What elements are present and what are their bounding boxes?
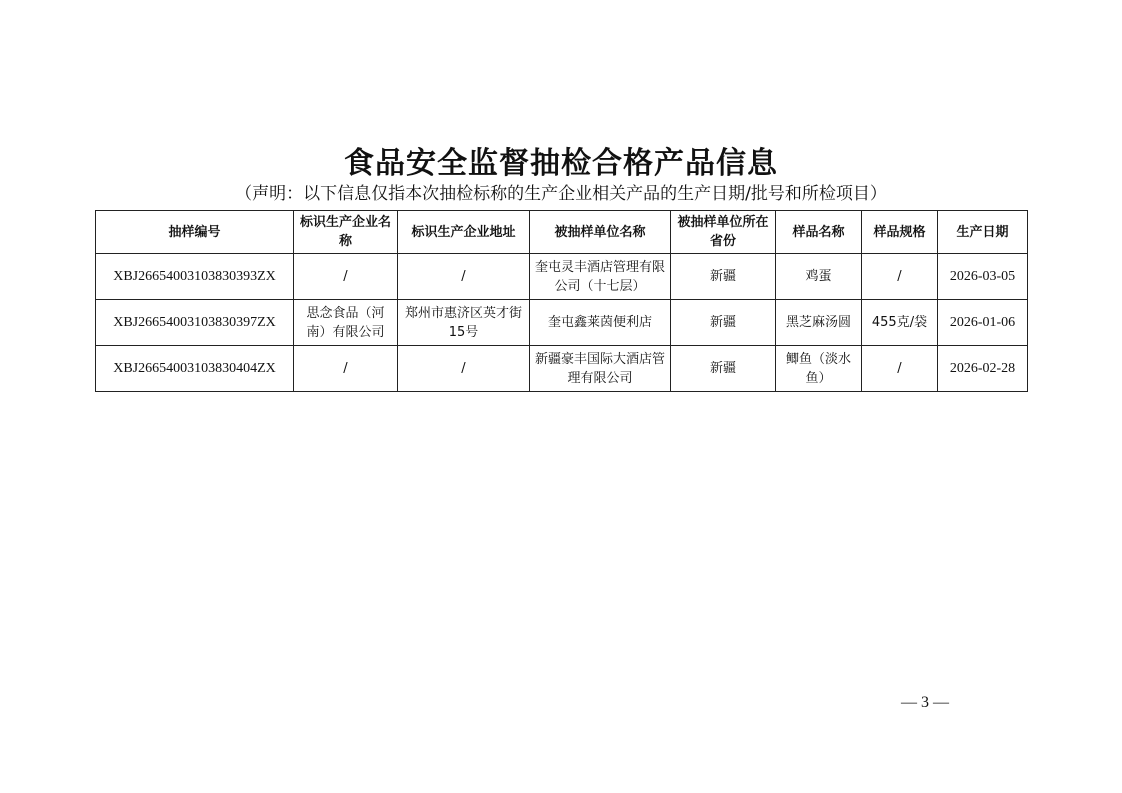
cell-sample-name: 鸡蛋 (776, 254, 862, 300)
cell-manufacturer-name: / (294, 254, 398, 300)
cell-manufacturer-address: / (398, 254, 530, 300)
header-sample-name: 样品名称 (776, 211, 862, 254)
document-title: 食品安全监督抽检合格产品信息 (344, 146, 778, 181)
cell-sample-id: XBJ26654003103830397ZX (96, 300, 294, 346)
cell-manufacturer-address: / (398, 346, 530, 392)
cell-manufacturer-name: 思念食品（河南）有限公司 (294, 300, 398, 346)
cell-sampled-unit-province: 新疆 (671, 254, 776, 300)
products-table (95, 210, 1028, 392)
cell-sampled-unit-province: 新疆 (671, 346, 776, 392)
cell-sample-spec: / (862, 346, 938, 392)
cell-sample-name: 黑芝麻汤圆 (776, 300, 862, 346)
cell-production-date: 2026-01-06 (938, 300, 1028, 346)
cell-sampled-unit-name: 奎屯鑫莱茵便利店 (530, 300, 671, 346)
cell-sample-id: XBJ26654003103830404ZX (96, 346, 294, 392)
header-manufacturer-name: 标识生产企业名称 (294, 211, 398, 254)
header-production-date: 生产日期 (938, 211, 1028, 254)
header-sampled-unit-province: 被抽样单位所在省份 (671, 211, 776, 254)
cell-sample-spec: 455克/袋 (862, 300, 938, 346)
cell-sample-spec: / (862, 254, 938, 300)
cell-manufacturer-address: 郑州市惠济区英才街15号 (398, 300, 530, 346)
header-sampled-unit-name: 被抽样单位名称 (530, 211, 671, 254)
table-row (96, 254, 1028, 300)
cell-sampled-unit-name: 新疆豪丰国际大酒店管理有限公司 (530, 346, 671, 392)
table-row (96, 300, 1028, 346)
cell-sampled-unit-name: 奎屯灵丰酒店管理有限公司（十七层） (530, 254, 671, 300)
document-subtitle: （声明：以下信息仅指本次抽检标称的生产企业相关产品的生产日期/批号和所检项目） (235, 184, 887, 204)
table-row (96, 346, 1028, 392)
header-sample-id: 抽样编号 (96, 211, 294, 254)
table-header-row (96, 211, 1028, 254)
cell-manufacturer-name: / (294, 346, 398, 392)
cell-sample-name: 鲫鱼（淡水鱼） (776, 346, 862, 392)
header-sample-spec: 样品规格 (862, 211, 938, 254)
cell-production-date: 2026-02-28 (938, 346, 1028, 392)
cell-sampled-unit-province: 新疆 (671, 300, 776, 346)
cell-sample-id: XBJ26654003103830393ZX (96, 254, 294, 300)
cell-production-date: 2026-03-05 (938, 254, 1028, 300)
header-manufacturer-address: 标识生产企业地址 (398, 211, 530, 254)
page-number: — 3 — (901, 694, 949, 711)
